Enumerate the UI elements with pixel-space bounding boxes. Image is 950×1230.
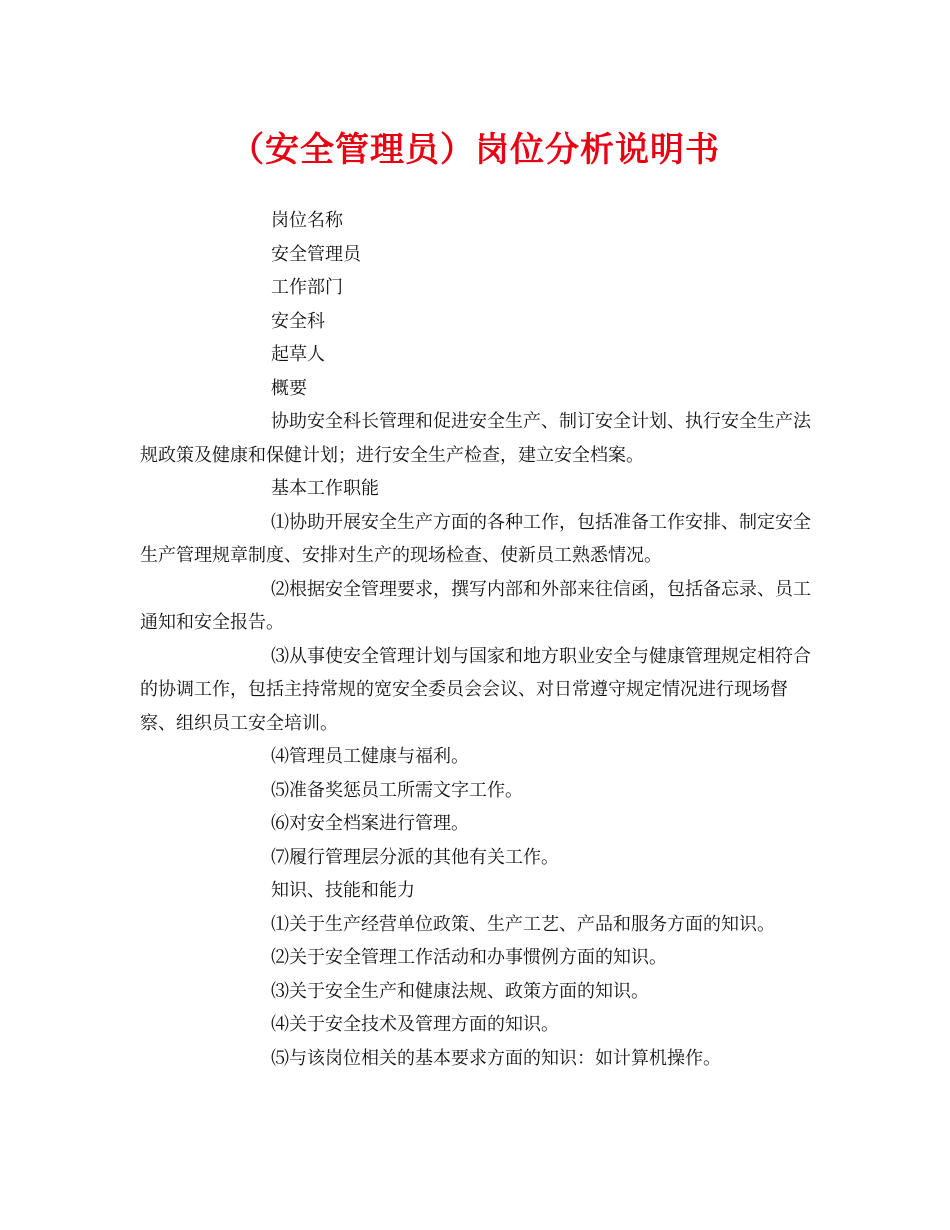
basic-function-item: ⑴协助开展安全生产方面的各种工作，包括准备工作安排、制定安全生产管理规章制度、安排对生产的现场检查、使新员工熟悉情况。 [140, 511, 811, 566]
basic-function-item: ⑷管理员工健康与福利。 [271, 746, 469, 767]
basic-function-item: ⑹对安全档案进行管理。 [271, 813, 469, 834]
document-body [140, 204, 812, 1075]
document-title: （安全管理员）岗位分析说明书 [230, 130, 720, 170]
department-label: 工作部门 [271, 277, 343, 298]
basic-function-item: ⑺履行管理层分派的其他有关工作。 [271, 846, 559, 868]
position-value: 安全管理员 [271, 243, 361, 265]
basic-function-item: ⑸准备奖惩员工所需文字工作。 [271, 779, 523, 801]
basic-function-item: ⑶从事使安全管理计划与国家和地方职业安全与健康管理规定相符合的协调工作，包括主持常规的宽安全委员会会议、对日常遵守规定情况进行现场督察、组织员工安全培训。 [140, 645, 811, 734]
drafter-label: 起草人 [271, 344, 325, 365]
position-label: 岗位名称 [271, 210, 343, 231]
knowledge-item: ⑴关于生产经营单位政策、生产工艺、产品和服务方面的知识。 [271, 913, 775, 935]
knowledge-item: ⑷关于安全技术及管理方面的知识。 [271, 1014, 559, 1035]
knowledge-item: ⑸与该岗位相关的基本要求方面的知识：如计算机操作。 [271, 1047, 721, 1069]
department-value: 安全科 [271, 310, 325, 332]
summary-text: 协助安全科长管理和促进安全生产、制订安全计划、执行安全生产法规政策及健康和保健计划；进行安全生产检查，建立安全档案。 [140, 411, 811, 466]
knowledge-item: ⑵关于安全管理工作活动和办事惯例方面的知识。 [271, 947, 667, 968]
knowledge-item: ⑶关于安全生产和健康法规、政策方面的知识。 [271, 980, 649, 1002]
basic-functions-heading: 基本工作职能 [271, 478, 379, 499]
knowledge-heading: 知识、技能和能力 [271, 880, 415, 901]
basic-function-item: ⑵根据安全管理要求，撰写内部和外部来往信函，包括备忘录、员工通知和安全报告。 [140, 578, 811, 633]
summary-label: 概要 [271, 377, 307, 399]
